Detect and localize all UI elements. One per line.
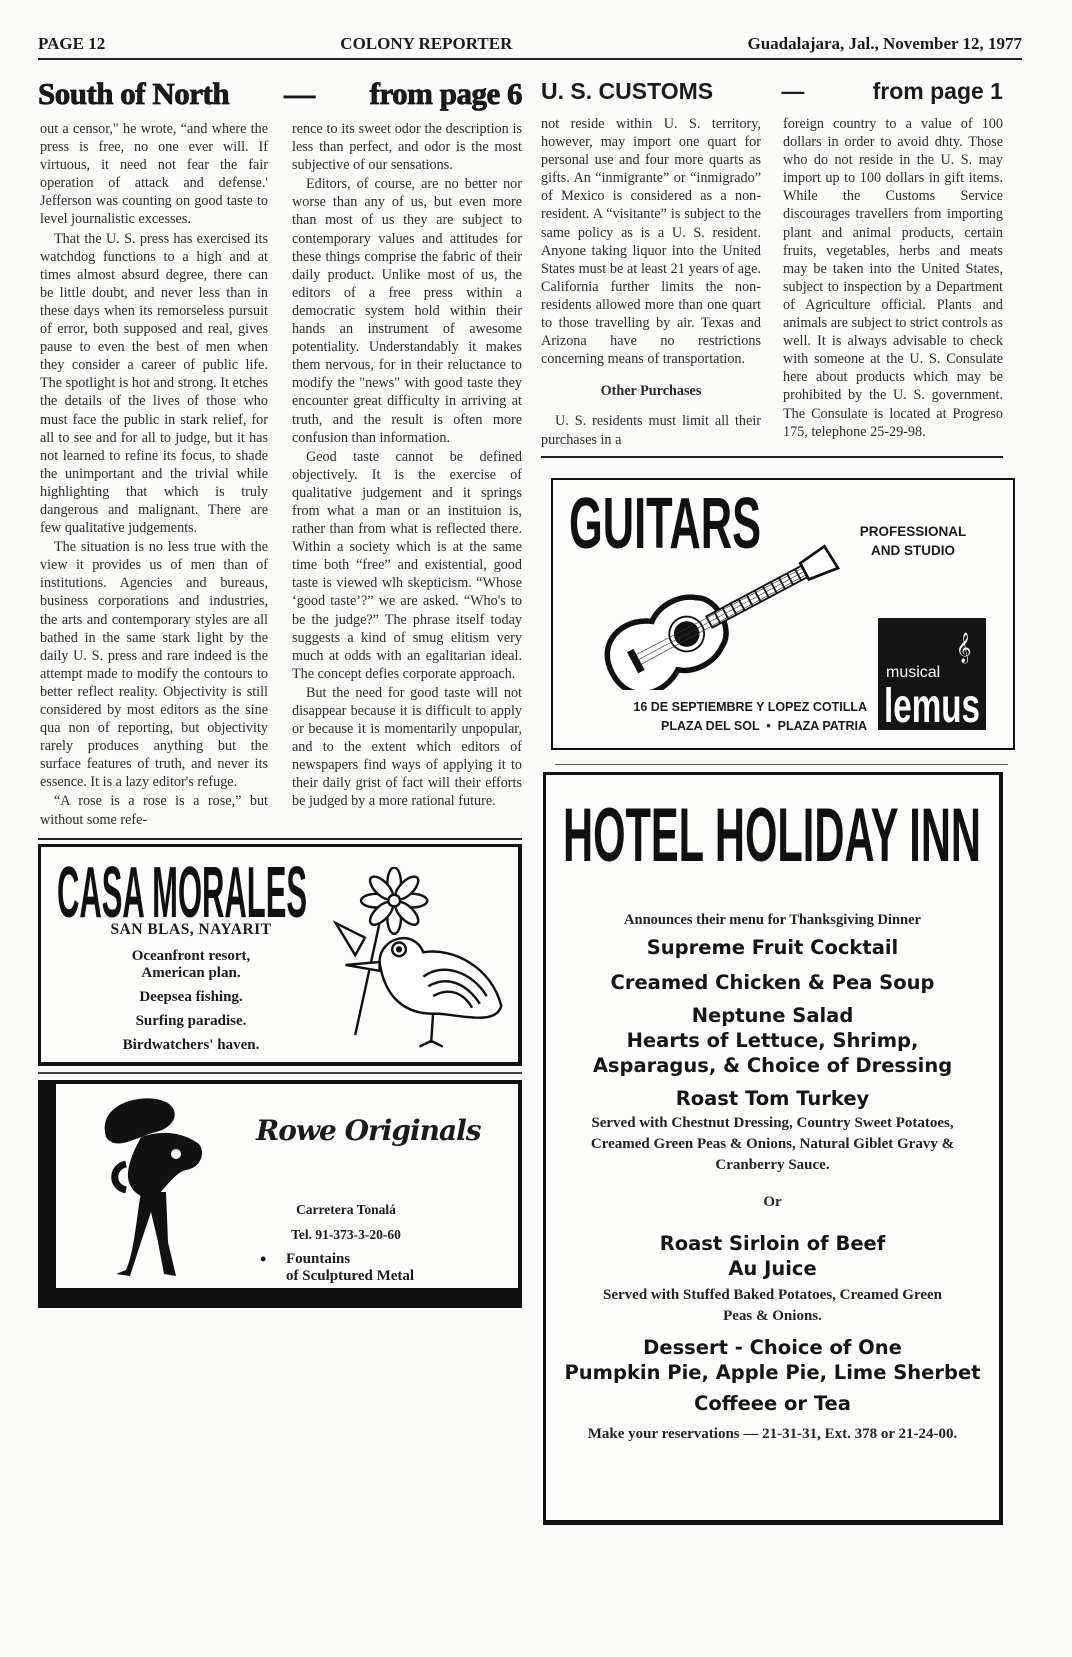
casa-morales-headline: CASA MORALES xyxy=(57,856,307,923)
dateline: Guadalajara, Jal., November 12, 1977 xyxy=(747,34,1022,53)
customs-end-rule xyxy=(541,456,1003,458)
menu-item: Au Juice xyxy=(728,1256,817,1280)
menu-item-description: Hearts of Lettuce, Shrimp, xyxy=(626,1028,919,1052)
address: Carretera Tonalá xyxy=(296,1201,396,1217)
bullet-icon: • xyxy=(260,1248,267,1269)
paragraph: not reside within U. S. territory, however, may import one quart for personal use and four more quarts as gifts. An “inmigrante” or “inmigrado” of Mexico is considered as a non-resident. A “visitante” is subject to the same policy as is a U. S. resident. Anyone taking liquor into the United States must be at least 21 years of age. California further limits the non-residents allowed more than one quart to those travelling by air. Texas and Arizona have no restrictions concerning means of transportation. xyxy=(541,116,761,368)
menu-item: Supreme Fruit Cocktail xyxy=(646,935,899,959)
hotel-headline: HOTEL HOLIDAY INN xyxy=(562,794,981,867)
casa-morales-ad xyxy=(38,844,522,1066)
paragraph: out a censor," he wrote, “and where the press is free, no one ever will. If virtuous, it need not fear the fair operation of attack and defense.' Jefferson was counting on good taste to level journalistic excesses. xyxy=(40,121,268,228)
headline-dash: — xyxy=(284,76,315,111)
masthead xyxy=(38,34,1022,54)
paragraph: The situation is no less true with the view it provides us of men than of institutions. Agencies and bureaus, business corporations and industries, the arts and contemporary styles are all bathed in the same stark light by the daily U. S. press and rare indeed is the attempt made to modify the contours to better reflect reality. Objectivity is still considered by most editors as the sine qua non of reporting, but objectivity rarely produces anything but the surface features of truth, and never its essence. It is a lazy editor's refuge. xyxy=(40,539,268,791)
ad-separator xyxy=(555,764,1008,765)
menu-item: Roast Tom Turkey xyxy=(675,1086,870,1110)
guitars-headline: GUITARS xyxy=(569,487,761,554)
casa-morales-headline-svg xyxy=(57,857,309,923)
figure-silhouette-illustration xyxy=(86,1092,226,1282)
article-column-1 xyxy=(40,120,268,830)
customs-headline: U. S. CUSTOMS xyxy=(541,78,714,104)
menu-intro: Announces their menu for Thanksgiving Dinner xyxy=(624,911,921,928)
guitars-ad xyxy=(551,478,1015,750)
treble-clef-icon: 𝄞 xyxy=(956,631,972,662)
store-address: 16 DE SEPTIEMBRE Y LOPEZ COTILLA xyxy=(633,699,867,714)
phone: Tel. 91-373-3-20-60 xyxy=(291,1226,401,1242)
menu-item: Pumpkin Pie, Apple Pie, Lime Sherbet xyxy=(564,1360,981,1384)
rowe-originals-ad xyxy=(38,1080,522,1308)
rowe-originals-logo: Rowe Originals xyxy=(256,1113,481,1147)
ad-line: American plan. xyxy=(141,964,241,981)
article-end-rule xyxy=(38,838,522,840)
hotel-holiday-inn-ad xyxy=(543,772,1003,1525)
continued-from-label: from page 6 xyxy=(369,76,522,111)
tagline: AND STUDIO xyxy=(871,542,955,558)
ad-line: Birdwatchers' haven. xyxy=(122,1036,260,1053)
ad-line: Surfing paradise. xyxy=(135,1012,247,1029)
paragraph: Editors, of course, are no better nor worse than any of us, but even more than most of us they are subject to contemporary values and attitudes for these things comprise the fabric of their daily product. Unlike most of us, the editors of a free press within a democratic system hold within their hands an instrument of awesome potentiality. Understandably it makes them nervous, for in their reluctance to modify the "news" with good taste they encounter great difficulty in arriving at truth, and the result is often more confusion than information. xyxy=(292,176,522,446)
menu-item-description: Served with Stuffed Baked Potatoes, Creamed Green Peas & Onions. xyxy=(603,1286,942,1324)
page-number: PAGE 12 xyxy=(38,34,106,53)
headline-dash: — xyxy=(781,78,805,104)
continued-from-label: from page 1 xyxy=(872,78,1003,104)
customs-column-2 xyxy=(783,115,1003,450)
feature-line: of Sculptured Metal xyxy=(286,1267,415,1284)
article-column-2 xyxy=(292,120,522,830)
paragraph: But the need for good taste will not disappear because it is difficult to apply or because it is momentarily unpopular, and to the extent which editors of newspapers find ways of applying it to their daily grist of fact will their efforts be judged by a more rational future. xyxy=(292,684,522,810)
menu-item: Coffeee or Tea xyxy=(694,1391,851,1415)
menu-item: Creamed Chicken & Pea Soup xyxy=(610,970,935,994)
ad-separator xyxy=(38,1072,522,1074)
location: SAN BLAS, NAYARIT xyxy=(110,920,272,938)
customs-headline-row xyxy=(541,78,1003,105)
paragraph: Geod taste cannot be defined objectively. It is the exercise of qualitative judgement and it springs from what a man or an instituion is, rather than from what is reflected there. Within a society which is at the same time both “free” and existential, good taste is viewed wlh skepticism. “Whose ‘good taste’?” we are asked. “Who's to be the judge?” The phrase itself today suggests a kind of smug elitism very much at odds with an egalitarian ideal. The concept defies corporate approach. xyxy=(292,448,522,682)
left-section xyxy=(38,76,522,1308)
store-locations: PLAZA DEL SOL • PLAZA PATRIA xyxy=(661,718,867,733)
menu-or: Or xyxy=(763,1193,782,1210)
reservations-info: Make your reservations — 21-31-31, Ext. 378 or 21-24-00. xyxy=(587,1425,958,1442)
newspaper-name: COLONY REPORTER xyxy=(340,34,513,53)
menu-item: Roast Sirloin of Beef xyxy=(659,1231,886,1255)
article-headline-row xyxy=(38,76,522,112)
ad-line: Deepsea fishing. xyxy=(139,988,243,1005)
right-section xyxy=(541,78,1015,1525)
paragraph: “A rose is a rose is a rose,” but without some refe- xyxy=(40,793,268,828)
musical-lemus-logo xyxy=(878,618,986,730)
paragraph: That the U. S. press has exercised its watchdog functions to a high and at times almost absurd degree, there can be little doubt, and never less than in these days when its remorseless pursuit of error, both supposed and real, gives pause to even the best of men when they consider a career of public life. The spotlight is hot and strong. It etches the details of the lives of those who must face the public in stark relief, for all to see and for all to judge, but it has not learned to refine its focus, to shade the unimportant and the trivial while highlighting that which is truly dangerous and malignant. There are few qualitative judgements. xyxy=(40,230,268,537)
feature-line: Fountains xyxy=(286,1250,351,1267)
article-headline: South of North xyxy=(38,76,230,111)
paragraph: foreign country to a value of 100 dollars in order to avoid dhty. Those who do not reside in the U. S. may import up to 100 dollars in gift items. While the Customs Service discourages travellers from importing plant and animal products, certain fruits, vegetables, herbs and meats may be taken into the United States, subject to inspection by a Department of Agriculture official. Plants and animals are subject to strict controls as well. It is always advisable to check with someone at the U. S. Consulate here about products which may be prohibited by the U. S. government. The Consulate is located at Progreso 175, telephone 25-29-98. xyxy=(783,116,1003,440)
paragraph: rence to its sweet odor the description is less than perfect, and odor is the most subjective of our sensations. xyxy=(292,121,522,174)
ad-line: Oceanfront resort, xyxy=(131,947,251,964)
menu-item: Dessert - Choice of One xyxy=(643,1335,902,1359)
logo-text: musical xyxy=(886,663,941,681)
menu-item-description: Served with Chestnut Dressing, Country Sweet Potatoes, Creamed Green Peas & Onions, Natural Giblet Gravy & Cranberry Sauce. xyxy=(590,1114,955,1173)
tagline: PROFESSIONAL xyxy=(859,523,967,539)
menu-item: Neptune Salad xyxy=(691,1003,854,1027)
customs-column-1 xyxy=(541,115,761,450)
logo-text: lemus xyxy=(884,679,980,728)
paragraph: U. S. residents must limit all their purchases in a xyxy=(541,413,761,448)
menu-item-description: Asparagus, & Choice of Dressing xyxy=(592,1053,953,1077)
lemus-logo-svg xyxy=(884,680,982,728)
subheading: Other Purchases xyxy=(600,383,702,400)
masthead-rule xyxy=(38,58,1022,60)
guitar-illustration xyxy=(571,530,861,690)
hotel-headline-svg xyxy=(563,795,983,867)
bird-with-flower-illustration xyxy=(326,867,511,1057)
